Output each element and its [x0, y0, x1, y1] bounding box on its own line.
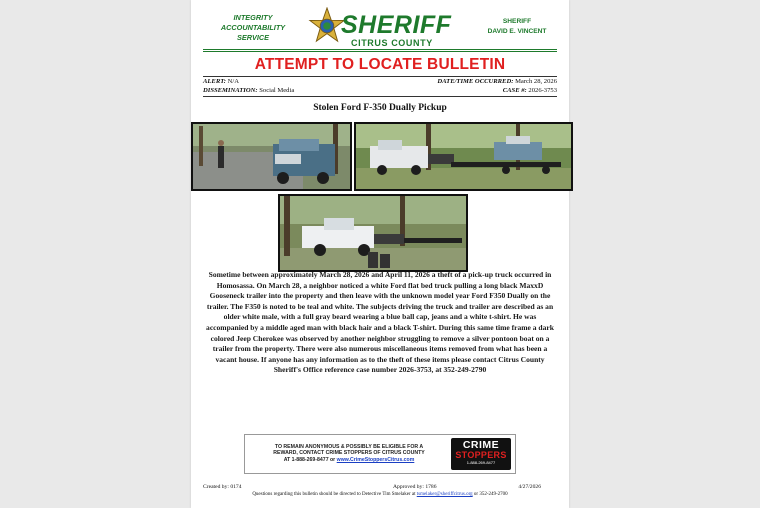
crime-stoppers-link[interactable]: www.CrimeStoppersCitrus.com [336, 456, 415, 463]
photo-truck-with-trailer [354, 122, 573, 191]
case-value: 2026-3753 [528, 87, 557, 94]
crime-stoppers-logo [451, 438, 511, 470]
logo-word: CRIME [462, 439, 500, 451]
dissemination-label: DISSEMINATION: [203, 87, 258, 94]
alert-value: N/A [227, 78, 239, 85]
case-label: CASE #: [502, 87, 527, 94]
contact-line [191, 492, 569, 497]
contact-phone: or 352-249-2700 [473, 492, 508, 497]
motto [209, 13, 297, 43]
date-value: March 28, 2026 [515, 78, 557, 85]
date-label: DATE/TIME OCCURRED: [437, 78, 514, 85]
header-divider [203, 49, 557, 50]
created-by: Created by: 0174 [203, 484, 242, 490]
photo-driveway-truck [191, 122, 352, 191]
sheriff-line: SHERIFF [502, 18, 532, 25]
contact-email-link[interactable]: tsmelaker@sheriffcitrus.org [416, 492, 473, 497]
motto-line: ACCOUNTABILITY [220, 23, 286, 32]
dissemination-value: Social Media [259, 87, 295, 94]
cs-line: REWARD, CONTACT CRIME STOPPERS OF CITRUS COUNTY [273, 450, 425, 457]
cs-line: TO REMAIN ANONYMOUS & POSSIBLY BE ELIGIBLE FOR A [274, 444, 424, 450]
sheriff-name [476, 17, 558, 36]
bulletin-sheet [191, 0, 569, 508]
brand-title: SHERIFF [341, 11, 452, 39]
sheriff-line: DAVID E. VINCENT [487, 27, 547, 35]
bulletin-info [203, 76, 557, 97]
motto-line: SERVICE [236, 33, 270, 42]
header-divider [203, 51, 557, 52]
approved-by: Approved by: 1786 [393, 484, 437, 490]
bulletin-title: ATTEMPT TO LOCATE BULLETIN [254, 56, 506, 73]
county-name: CITRUS COUNTY [351, 38, 433, 48]
logo-phone: 1-888-269-8477 [466, 460, 496, 465]
crime-stoppers-text [251, 444, 447, 463]
logo-word: STOPPERS [455, 450, 507, 460]
motto-line: INTEGRITY [233, 13, 273, 22]
crime-stoppers-panel [244, 434, 516, 474]
bulletin-subtitle: Stolen Ford F-350 Dually Pickup [313, 103, 447, 113]
cs-line: AT 1-888-269-8477 or [283, 456, 336, 463]
info-left [203, 77, 294, 95]
photo-truck-side [278, 194, 468, 272]
incident-description: Sometime between approximately March 28, 2026 and April 11, 2026 a theft of a pick-up truck occurred in Homosassa. On March 28, a neighbor noticed a white Ford flat bed truck pulling a long black MaxxD Gooseneck trailer into the property and then leave with the unknown model year Ford F350 Dually on the trailer. The F350 is noted to be teal and white. The subjects driving the truck and trailer are described as an older white male, with a full gray beard wearing a blue ball cap, jeans and a white t-shirt. He was accompanied by a middle aged man with black hair and a black T-shirt. During this same time frame a dark colored Jeep Cherokee was observed by another neighbor struggling to remove a silver pontoon boat on a trailer from the property. There were also numerous miscellaneous items removed from what has been a vacant house. If anyone has any information as to the theft of these items please contact Citrus County Sheriff's Office reference case number 2026-3753, at 352-249-2790 [206, 270, 554, 375]
alert-label: ALERT: [203, 78, 226, 85]
footer-date: 4/27/2026 [518, 484, 541, 490]
info-right [437, 77, 557, 95]
contact-text: Questions regarding this bulletin should be directed to Detective Tim Smelaker at [252, 492, 416, 497]
